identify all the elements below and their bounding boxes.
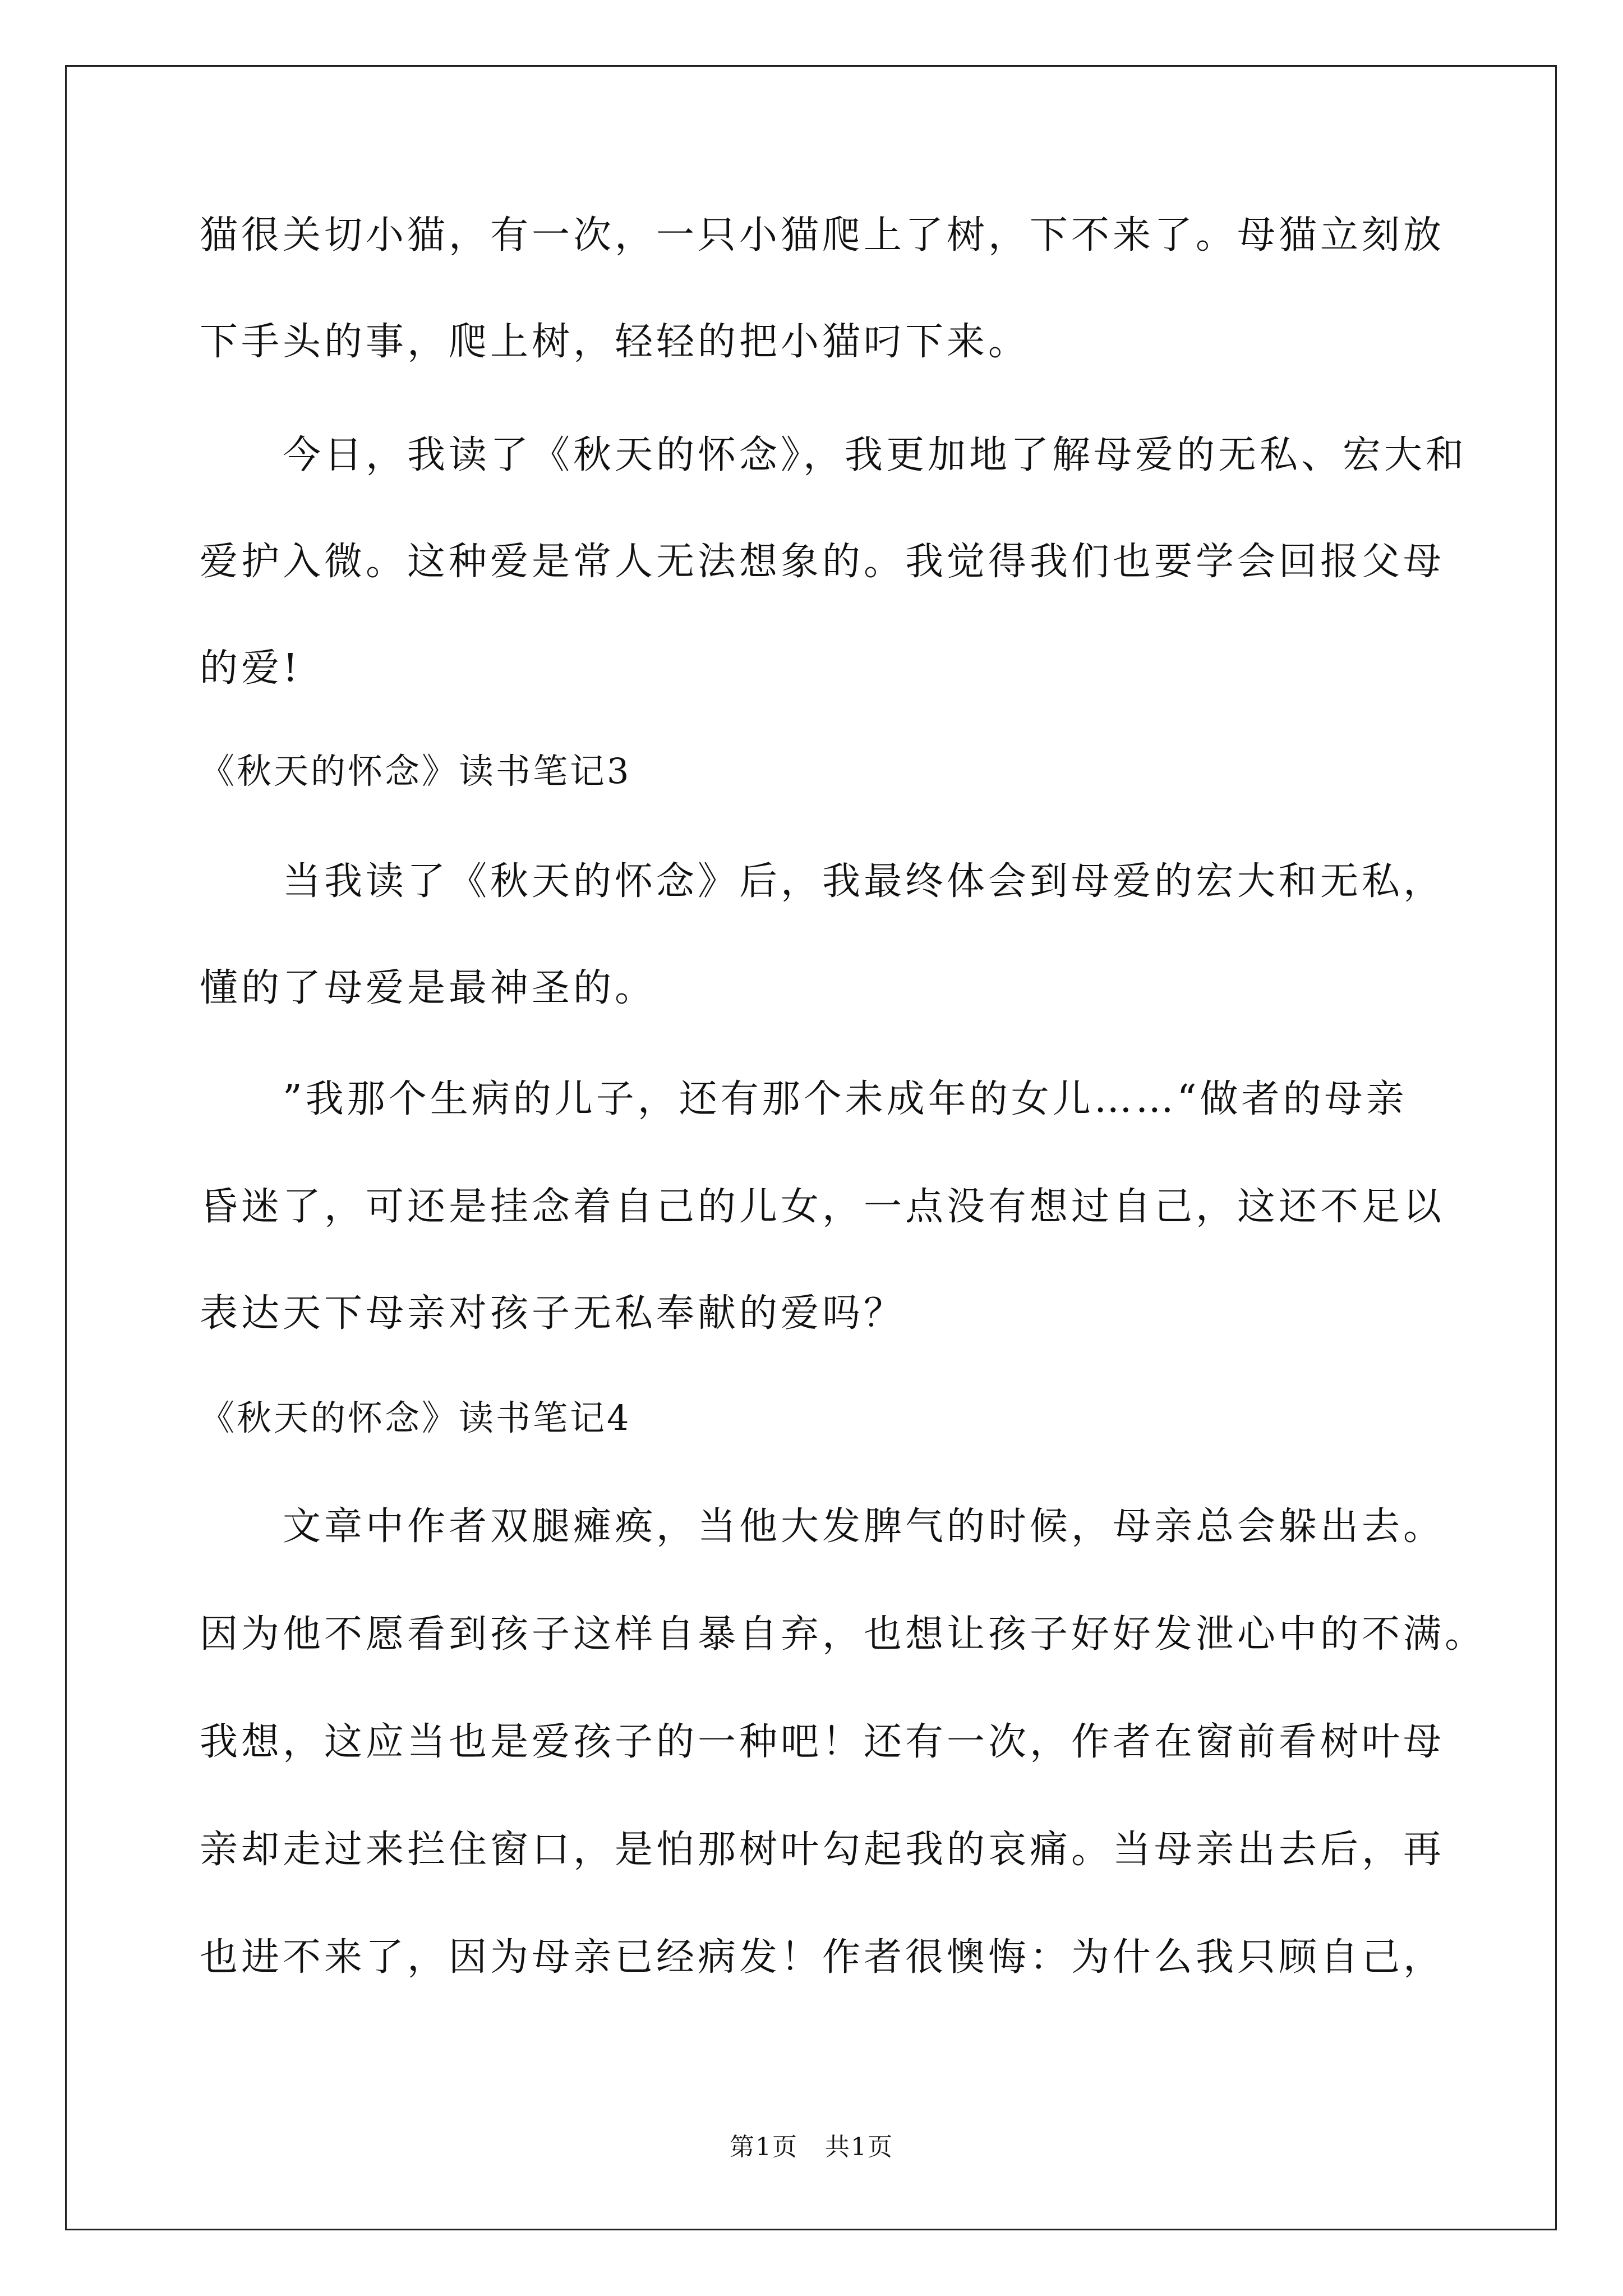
paragraph-line: 懂的了母爱是最神圣的。 xyxy=(200,966,657,1010)
section-heading: 《秋天的怀念》读书笔记3 xyxy=(200,751,631,792)
paragraph-line: 因为他不愿看到孩子这样自暴自弃，也想让孩子好好发泄心中的不满。 xyxy=(200,1612,1487,1657)
paragraph-line: 表达天下母亲对孩子无私奉献的爱吗？ xyxy=(200,1291,906,1336)
page-footer xyxy=(0,2131,1623,2164)
page-number-current: 第1页 xyxy=(730,2133,798,2161)
paragraph-line: 也进不来了，因为母亲已经病发！作者很懊悔：为什么我只顾自己， xyxy=(200,1935,1445,1980)
paragraph-line: 亲却走过来拦住窗口，是怕那树叶勾起我的哀痛。当母亲出去后，再 xyxy=(200,1828,1445,1872)
paragraph-line: 下手头的事，爬上树，轻轻的把小猫叼下来。 xyxy=(200,320,1030,364)
paragraph-line: ”我那个生病的儿子，还有那个未成年的女儿……“做者的母亲 xyxy=(283,1077,1408,1121)
paragraph-line: 今日，我读了《秋天的怀念》，我更加地了解母爱的无私、宏大和 xyxy=(283,433,1468,477)
paragraph-line: 的爱! xyxy=(200,646,302,691)
paragraph-line: 我想，这应当也是爱孩子的一种吧！还有一次，作者在窗前看树叶母 xyxy=(200,1720,1445,1764)
page-border xyxy=(65,65,1557,2230)
page-number-total: 共1页 xyxy=(825,2133,893,2161)
section-heading: 《秋天的怀念》读书笔记4 xyxy=(200,1397,631,1438)
paragraph-line: 猫很关切小猫，有一次，一只小猫爬上了树，下不来了。母猫立刻放 xyxy=(200,213,1445,257)
paragraph-line: 昏迷了，可还是挂念着自己的儿女，一点没有想过自己，这还不足以 xyxy=(200,1185,1445,1229)
paragraph-line: 当我读了《秋天的怀念》后，我最终体会到母爱的宏大和无私， xyxy=(283,859,1445,904)
paragraph-line: 爱护入微。这种爱是常人无法想象的。我觉得我们也要学会回报父母 xyxy=(200,540,1445,584)
paragraph-line: 文章中作者双腿瘫痪，当他大发脾气的时候，母亲总会躲出去。 xyxy=(283,1504,1445,1549)
